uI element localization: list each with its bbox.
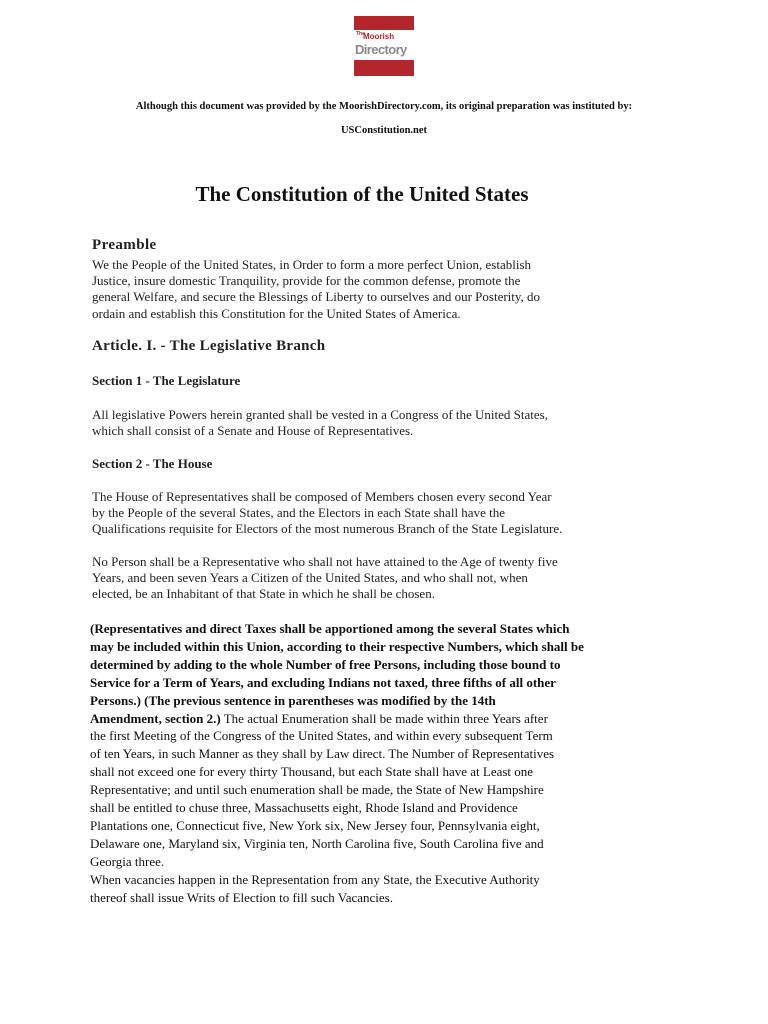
section-1-text <box>92 407 632 439</box>
section-1-heading: Section 1 - The Legislature <box>92 373 241 388</box>
paragraph-line: Years, and been seven Years a Citizen of the United States, and who shall not, when <box>92 570 528 586</box>
section-2-paragraph-2 <box>92 554 632 603</box>
preamble-line: We the People of the United States, in Order to form a more perfect Union, establish <box>92 257 532 272</box>
section-2-heading: Section 2 - The House <box>92 456 213 471</box>
section-1-line: which shall consist of a Senate and House of Representatives. <box>92 423 414 439</box>
paragraph-line: shall not exceed one for every thirty Thousand, but each State shall have at Least one <box>90 764 534 780</box>
amendment-note: Amendment, section 2.) <box>90 710 221 726</box>
preamble-line: Justice, insure domestic Tranquility, provide for the common defense, promote the <box>92 273 521 289</box>
logo-directory-text: Directory <box>355 42 407 57</box>
section-1-line: All legislative Powers herein granted shall be vested in a Congress of the United States, <box>92 407 548 422</box>
paragraph-line: thereof shall issue Writs of Election to fill such Vacancies. <box>90 889 393 905</box>
paragraph-line: Georgia three. <box>90 853 165 869</box>
preamble-text <box>92 257 612 322</box>
section-2-paragraph-3 <box>90 620 646 907</box>
paragraph-line: Delaware one, Maryland six, Virginia ten, North Carolina five, South Carolina five and <box>90 835 544 851</box>
paragraph-line: Qualifications requisite for Electors of the most numerous Branch of the State Legislature. <box>92 521 563 537</box>
paragraph-line: by the People of the several States, and the Electors in each State shall have the <box>92 505 505 521</box>
paragraph-line: No Person shall be a Representative who shall not have attained to the Age of twenty five <box>92 554 558 569</box>
paragraph-line: Plantations one, Connecticut five, New York six, New Jersey four, Pennsylvania eight, <box>90 817 540 833</box>
document-title: The Constitution of the United States <box>195 182 529 206</box>
section-2-paragraph-1 <box>92 489 632 538</box>
paragraph-line: The House of Representatives shall be composed of Members chosen every second Year <box>92 489 552 504</box>
paragraph-line: When vacancies happen in the Representation from any State, the Executive Authority <box>90 871 540 887</box>
bold-line: Service for a Term of Years, and excluding Indians not taxed, three fifths of all other <box>90 674 556 690</box>
paragraph-line: shall be entitled to chuse three, Massachusetts eight, Rhode Island and Providence <box>90 800 518 816</box>
preamble-line: ordain and establish this Constitution for the United States of America. <box>92 305 461 321</box>
attribution-line: Although this document was provided by the MoorishDirectory.com, its original preparation was instituted by: <box>135 101 633 112</box>
bold-line: (Representatives and direct Taxes shall be apportioned among the several States which <box>90 621 570 636</box>
paragraph-line: the first Meeting of the Congress of the United States, and within every subsequent Term <box>90 728 553 744</box>
paragraph-line: of ten Years, in such Manner as they shall by Law direct. The Number of Representatives <box>90 746 555 762</box>
article-heading: Article. I. - The Legislative Branch <box>92 338 326 354</box>
bold-line: determined by adding to the whole Number of free Persons, including those bound to <box>90 656 561 672</box>
paragraph-line: elected, be an Inhabitant of that State in which he shall be chosen. <box>92 586 435 602</box>
attribution-source: USConstitution.net <box>340 125 428 136</box>
bold-line: may be included within this Union, according to their respective Numbers, which shall be <box>90 638 584 654</box>
enumeration-text: The actual Enumeration shall be made within three Years after <box>220 710 548 726</box>
logo-bottom-bar <box>354 60 414 76</box>
mixed-line <box>90 710 646 728</box>
logo-moorish-text: Moorish <box>363 32 395 41</box>
bold-line: Persons.) (The previous sentence in parentheses was modified by the 14th <box>90 692 496 708</box>
moorish-directory-logo[interactable] <box>354 16 414 76</box>
preamble-heading: Preamble <box>92 237 157 253</box>
logo-the-text: The <box>356 31 365 37</box>
paragraph-line: Representative; and until such enumeration shall be made, the State of New Hampshire <box>90 782 544 798</box>
logo-top-bar <box>354 16 414 30</box>
preamble-line: general Welfare, and secure the Blessings of Liberty to ourselves and our Posterity, do <box>92 289 541 305</box>
